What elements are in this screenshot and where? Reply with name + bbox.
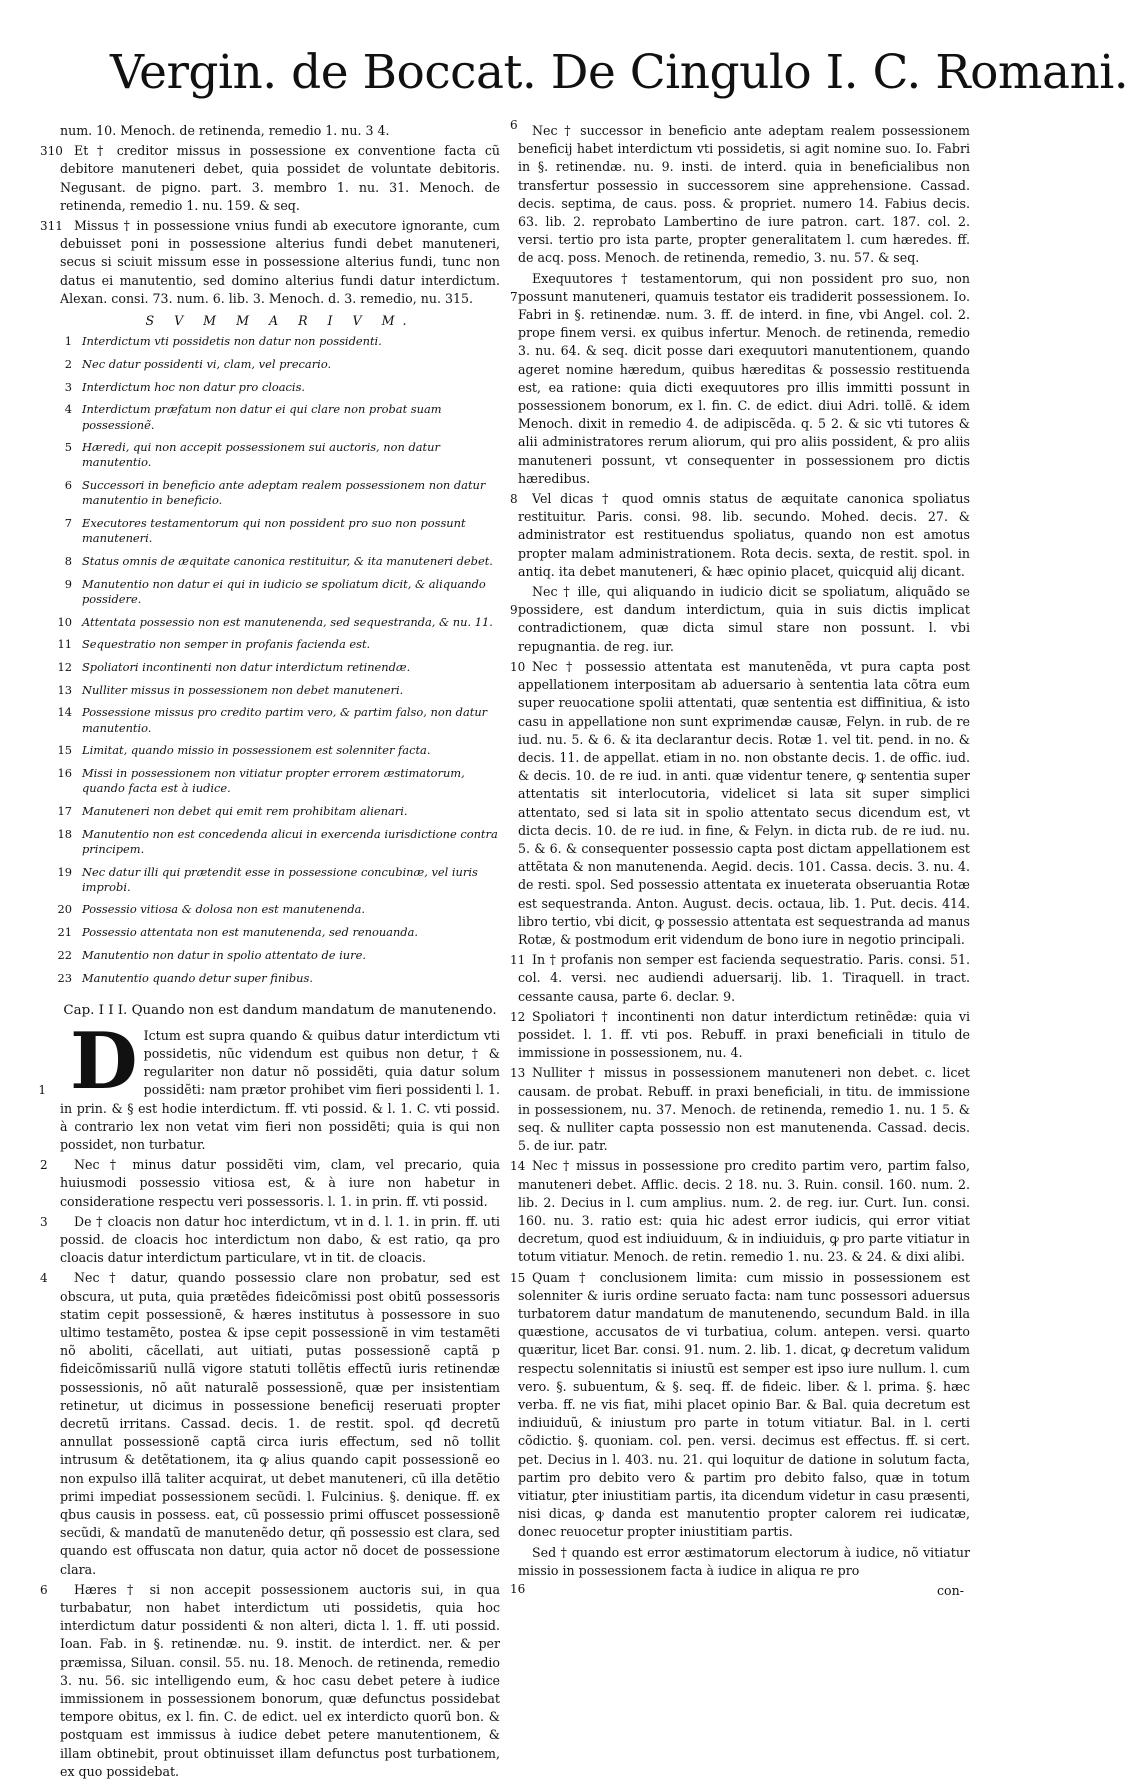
paragraph <box>510 490 970 581</box>
marginal-number: 9 <box>510 603 518 618</box>
summary-text: Hæredi, qui non accepit possessionem sui auctoris, non datur manutentio. <box>82 440 440 470</box>
summary-item <box>57 659 500 675</box>
summary-text: Executores testamentorum qui non possident pro suo non possunt manuteneri. <box>82 516 466 546</box>
summary-text: Manutentio non datur in spolio attentato de iure. <box>82 947 366 962</box>
paragraph-text: Nec † missus in possessione pro credito partim vero, partim falso, manuteneri debet. Afflic. decis. 2 18. nu. 3. Ruin. consil. 160. num. 2. lib. 2. Decius in l. cum amplius. num. 2. de reg. iur. Curt. Iun. consi. 160. nu. 3. ratio est: quia hic adest error iudicis, qui error vitiat decretum, quod est indiuiduum, & in indiuiduis, ꝙ pro parte vitiatur in totum vitiatur. Menoch. de retin. remedio 1. nu. 23. & 24. & dixi alibi. <box>518 1158 970 1265</box>
drop-cap: D <box>70 1015 138 1107</box>
marginal-number: 8 <box>510 492 518 507</box>
summary-number: 4 <box>64 402 72 417</box>
summary-number: 22 <box>57 947 72 962</box>
paragraph <box>510 1157 970 1266</box>
marginal-number: 14 <box>510 1159 526 1174</box>
summary-item <box>57 614 500 630</box>
catchword: con- <box>936 1583 964 1599</box>
summary-text: Spoliatori incontinenti non datur interdictum retinendæ. <box>82 659 411 674</box>
paragraph-text: Vel dicas † quod omnis status de æquitate canonica spoliatus restituitur. Paris. consi. 98. lib. secundo. Mohed. decis. 27. & administrator est restituendus spoliatus, quando non est amotus propter malam administrationem. Rota decis. sexta, de restit. spol. in antiq. ita debet manuteneri, & hæc opinio placet, quicquid alij dicant. <box>518 491 970 579</box>
summary-number: 2 <box>64 356 72 371</box>
summary-item <box>60 402 500 432</box>
summary-item <box>57 902 500 917</box>
marginal-number: 11 <box>510 953 526 968</box>
summary-text: Manuteneri non debet qui emit rem prohibitam alienari. <box>82 803 408 818</box>
paragraph-text: Et † creditor missus in possessione ex conventione facta cũ debitore manuteneri debet, quia possidet de voluntate debitoris. Negusant. de pigno. part. 3. membro 1. nu. 31. Menoch. de retinenda, remedio 1. nu. 159. & seq. <box>60 143 500 213</box>
paragraph <box>40 1269 500 1578</box>
summary-text: Nec datur possidenti vi, clam, vel precario. <box>82 356 332 371</box>
marginal-number: 4 <box>40 1271 48 1286</box>
marginal-number: 6 <box>510 118 518 132</box>
summary-item <box>57 947 500 963</box>
summary-number: 6 <box>64 478 72 493</box>
paragraph <box>40 1213 500 1268</box>
marginal-number: 10 <box>510 659 526 674</box>
summary-number: 12 <box>57 659 72 674</box>
summary-number: 11 <box>57 637 72 652</box>
summary-number: 5 <box>64 440 72 455</box>
paragraph-text: Sed † quando est error æstimatorum electorum à iudice, nõ vitiatur missio in possessionem facta à iudice in aliqua re pro <box>518 1544 970 1578</box>
summary-item <box>60 554 500 569</box>
paragraph <box>38 1015 500 1154</box>
paragraph-text: In † profanis non semper est facienda sequestratio. Paris. consi. 51. col. 4. versi. nec audiendi aduersarij. lib. 1. Tiraquell. in tract. cessante causa, parte 6. declar. 9. <box>518 952 970 1004</box>
paragraph <box>40 1156 500 1211</box>
summary-text: Possessione missus pro credito partim vero, & partim falso, non datur manutentio. <box>82 705 488 735</box>
paragraph <box>40 142 500 215</box>
paragraph <box>40 1581 500 1781</box>
summary-item <box>57 826 500 857</box>
left-column <box>38 122 500 1783</box>
paragraph <box>510 1064 970 1155</box>
summary-number: 17 <box>57 803 72 818</box>
marginal-number: 6 <box>40 1582 48 1597</box>
summary-number: 1 <box>64 334 72 349</box>
marginal-number: 15 <box>510 1270 526 1285</box>
marginal-number: 310 <box>40 144 63 159</box>
summary-item <box>57 682 500 698</box>
marginal-number: 1 <box>38 1082 46 1097</box>
summary-item <box>60 440 500 470</box>
paragraph-text: Spoliatori † incontinenti non datur interdictum retinẽdæ: quia vi possidet. l. 1. ff. vti pos. Rebuff. in praxi beneficiali in titulo de immissione in possessionem, nu. 4. <box>518 1008 970 1061</box>
summary-item <box>57 970 500 986</box>
summary-item <box>57 864 500 895</box>
summary-text: Nec datur illi qui prætendit esse in possessione concubinæ, vel iuris improbi. <box>82 864 478 894</box>
summary-number: 20 <box>57 902 72 917</box>
summary-number: 16 <box>57 766 72 780</box>
summary-item <box>57 925 500 940</box>
paragraph-text: Ictum est supra quando & quibus datur interdictum vti possidetis, nũc videndum est quibus non detur, † & regulariter non datur nõ possidẽti, quia datur solum possidẽti: nam prætor prohibet vim fieri possidenti l. 1. in prin. & § est hodie interdictum. ff. vti possid. & l. 1. C. vti possid. à contrario lex non vetat vim fieri non possidẽti; quia is qui non possidet, non turbatur. <box>60 1027 500 1152</box>
paragraph-text: Nulliter † missus in possessionem manuteneri non debet. c. licet causam. de probat. Rebuff. in praxi beneficiali, in titu. de immissione in possessionem, nu. 37. Menoch. de retinenda, remedio 1. nu. 1 5. & seq. & nulliter capta possessio non est manutenenda. Cassad. decis. 5. de iur. patr. <box>518 1065 970 1154</box>
summary-text: Interdictum hoc non datur pro cloacis. <box>82 379 306 394</box>
paragraph-text: Exequutores † testamentorum, qui non possident pro suo, non possunt manuteneri, quamuis testator eis tradiderit possessionem. Io. Fabri in §. retinendæ. num. 3. ff. de interd. in fine, vbi Angel. col. 2. prope finem versi. ex quibus infertur. Menoch. de retinenda, remedio 3. nu. 64. & seq. dicit posse dari exequutori manutentionem, quando ageret nomine hæredum, quibus hæreditas & possessio restituenda est, ea ratione: quia dicti exequutores pro illis immitti possunt in possessionem bonorum, ex l. fin. C. de edict. diui Adri. tollẽ. & idem Menoch. dixit in remedio 4. de adipiscẽda. q. 5 2. & sic vti tutores & alii administratores rerum aliorum, qui pro aliis possident, & pro aliis manuteneri possunt, vt consequenter in possessionem pro dictis hæredibus. <box>518 270 970 486</box>
marginal-number: 16 <box>510 1581 526 1596</box>
paragraph <box>510 658 970 949</box>
summary-text: Attentata possessio non est manutenenda, sed sequestranda, & nu. 11. <box>82 614 493 629</box>
summary-text: Manutentio quando detur super finibus. <box>82 970 313 985</box>
chapter-title: Cap. I I I. Quando non est dandum mandatum de manutenendo. <box>63 1002 497 1018</box>
paragraph-text: Missus † in possessione vnius fundi ab executore ignorante, cum debuisset poni in possessione alterius fundi debet manuteneri, secus si sciuit missum esse in possessione alterius fundi, tunc non datus ei manutentio, sed domino alterius fundi datur interdictum. Alexan. consi. 73. num. 6. lib. 3. Menoch. d. 3. remedio, nu. 315. <box>60 218 500 306</box>
paragraph-text: Nec † ille, qui aliquando in iudicio dicit se spoliatum, aliquãdo se possidere, est dandum interdictum, quia in suis dictis implicat contradictionem, quæ dicta simul stare non possunt. l. vbi repugnantia. de reg. iur. <box>518 584 970 654</box>
summary-number: 19 <box>57 864 72 879</box>
summary-item <box>57 705 500 735</box>
paragraph <box>510 118 970 268</box>
paragraph-text: Nec † minus datur possidẽti vim, clam, vel precario, quia huiusmodi possessio vitiosa est, & à iure non habetur in consideratione respectu veri possessoris. l. 1. in prin. ff. vti possid. <box>60 1157 500 1209</box>
paragraph-text: Quam † conclusionem limita: cum missio in possessionem est solenniter & iuris ordine seruato facta: nam tunc possessori aduersus turbatorem datur mandatum de manutenendo, secundum Bald. in illa quæstione, accusatos de vi turbatiua, colum. antepen. versi. quarto quæritur, licet Bar. consi. 91. num. 2. lib. 1. dicat, ꝙ decretum validum respectu solennitatis si iniustũ est semper est ipso iure nullum. l. cum vero. §. subuentum, & §. seq. ff. de fideic. liber. & l. prima. §. hæc verba. ff. ne vis fiat, mihi placet opinio Bar. & Bal. quia decretum est indiuiduũ, & iniustum pro parte in totum vitiatur. Bal. in l. certi cõdictio. §. quoniam. col. pen. versi. decimus est effectus. ff. si cert. pet. Decius in l. 403. nu. 21. qui loquitur de datione in solutum facta, partim pro debito vero & partim pro debito falso, quæ in totum vitiatur, ꝑter iniustitiam partis, ita dicendum videtur in casu præsenti, nisi dicas, ꝙ danda est manutentio propter calorem rei iudicatæ, donec reuocetur propter iniustitiam partis. <box>518 1269 970 1540</box>
summary-text: Nulliter missus in possessionem non debet manuteneri. <box>82 682 404 697</box>
summary-number: 3 <box>64 379 72 394</box>
marginal-number: 311 <box>40 219 63 234</box>
paragraph-text: num. 10. Menoch. de retinenda, remedio 1. nu. 3 4. <box>60 123 390 138</box>
paragraph <box>510 1269 970 1542</box>
summary-item <box>57 637 500 652</box>
summary-item <box>60 357 500 372</box>
paragraph <box>510 583 970 656</box>
marginal-number: 7 <box>510 289 518 304</box>
summary-number: 13 <box>57 682 72 697</box>
paragraph <box>510 1008 970 1063</box>
paragraph <box>60 122 500 140</box>
summary-text: Status omnis de æquitate canonica restituitur, & ita manuteneri debet. <box>82 553 493 568</box>
summary-item <box>60 334 500 349</box>
summary-text: Manutentio non datur ei qui in iudicio se spoliatum dicit, & aliquando possidere. <box>82 576 486 606</box>
summary-text: Missi in possessionem non vitiatur propter errorem æstimatorum, quando facta est à iudice. <box>82 766 465 796</box>
summary-number: 7 <box>64 516 72 531</box>
marginal-number: 12 <box>510 1009 526 1024</box>
summary-text: Sequestratio non semper in profanis facienda est. <box>82 637 371 652</box>
marginal-number: 13 <box>510 1066 526 1081</box>
summary-text: Possessio attentata non est manutenenda, sed renouanda. <box>82 925 418 940</box>
right-column <box>510 118 970 1600</box>
summary-number: 23 <box>57 970 72 985</box>
paragraph-text: De † cloacis non datur hoc interdictum, vt in d. l. 1. in prin. ff. uti possid. de cloacis hoc interdictum non dabo, & est ratio, qa pro cloacis datur interdictum particulare, vt in tit. de cloacis. <box>60 1213 500 1266</box>
summary-item <box>60 478 500 508</box>
summary-number: 10 <box>57 614 72 629</box>
summarium-title: S V M M A R I V M. <box>145 313 415 329</box>
summary-number: 8 <box>64 553 72 568</box>
running-header: Vergin. de Boccat. De Cingulo I. C. Romani. <box>110 45 1128 100</box>
summary-item <box>60 577 500 607</box>
paragraph-text: Nec † possessio attentata est manutenẽda, vt pura capta post appellationem interpositam ab aduersario à sententia lata cõtra eum super reuocatione spolii attentati, quæ sententia est diffinitiua, & isto casu in appellatione non sunt exprimendæ causæ, Felyn. in rub. de re iud. nu. 5. & 6. & ita declarantur decis. Rotæ 1. vel tit. pend. in no. & decis. 11. de appellat. etiam in no. non obstante decis. 1. de offic. iud. & decis. 10. de re iud. in anti. quæ videntur tenere, ꝙ sententia super attentatis sit interlocutoria, videlicet si lata sit super simplici attentato, sed si lata sit in spolio attentato secus dicendum est, vt dicta decis. 10. de re iud. in fine, & Felyn. in dicta rub. de re iud. nu. 5. & 6. & consequenter possessio capta post dictam appellationem est attẽtata & non manutenenda. Aegid. decis. 101. Cassa. decis. 3. nu. 4. de resti. spol. Sed possessio attentata ex inueterata obseruantia Rotæ est sequestranda. Anton. August. decis. octaua, lib. 1. Put. decis. 414. libro tertio, vbi dicit, ꝙ possessio attentata est sequestranda ad manus Rotæ, & postmodum erit videndum de bono iure in negotio principali. <box>518 658 970 947</box>
paragraph-text: Nec † successor in beneficio ante adeptam realem possessionem beneficij habet interdictum vti possidetis, si agit nomine suo. Io. Fabri in §. retinendæ. nu. 9. insti. de interd. quia in beneficialibus non transfertur possessio in successorem sine apprehensione. Cassad. decis. septima, de caus. poss. & propriet. numero 14. Fabius decis. 63. lib. 2. reprobato Lambertino de iure patron. cart. 187. col. 2. versi. tertio pro ista parte, propter generalitatem l. cum hæredes. ff. de acq. poss. Menoch. de retinenda, remedio, 3. nu. 57. & seq. <box>518 123 970 266</box>
summary-text: Interdictum vti possidetis non datur non possidenti. <box>82 334 382 349</box>
summary-item <box>57 766 500 796</box>
summary-number: 9 <box>64 576 72 591</box>
paragraph-text: Nec † datur, quando possessio clare non probatur, sed est obscura, ut puta, quia prætẽdes fideicõmissi post obitũ possessoris statim cepit possessionẽ, & hæres institutus à possessore in suo ultimo testamẽto, postea & ipse cepit possessionẽ in vim testamẽti nõ aboliti, cãcellati, aut uitiati, putas possessionẽ captã p fideicõmissariũ nullã vigore statuti tollẽtis effectũ iuris retinendæ possessionis, nõ aũt naturalẽ possessionẽ, quæ per insistentiam retinetur, ut dicimus in possessione beneficij reseruati propter decretũ irritans. Cassad. decis. 1. de restit. spol. qđ decretũ annullat possessionẽ captã circa iuris effectum, sed nõ tollit intrusum & detẽtationem, ita ꝙ alius quando capit possessionẽ eo non expulso illã taliter acquirat, ut debet manuteneri, cũ illa detẽtio primi impediat possessionem secũdi. l. Fulcinius. §. denique. ff. ex qbus causis in possess. eat, cũ possessio primi offuscet possessionẽ secũdi, & mandatũ de manutenẽdo detur, qñ possessio est clara, sed quando est offuscata non datur, quia actor nõ docet de possessione clara. <box>60 1270 500 1577</box>
marginal-number: 2 <box>40 1158 48 1173</box>
paragraph-text: Hæres † si non accepit possessionem auctoris sui, in qua turbabatur, non habet interdictum uti possidetis, quia hoc interdictum datur possidenti & non alteri, dicta l. 1. ff. uti possid. Ioan. Fab. in §. retinendæ. nu. 9. instit. de interdict. ner. & per præmissa, Siluan. consil. 55. nu. 18. Menoch. de retinenda, remedio 3. nu. 56. sic intelligendo eum, & hoc casu debet petere à iudice immissionem in possessionem bonorum, quæ defunctus possidebat tempore obitus, ex l. fin. C. de edict. uel ex interdicto quorũ bon. & postquam est immissus à iudice debet petere manutentionem, & illam obtinebit, prout obtinuisset illam defunctus post turbationem, ex quo possidebat. <box>60 1581 500 1779</box>
paragraph <box>510 951 970 1006</box>
summary-text: Possessio vitiosa & dolosa non est manutenenda. <box>82 902 366 917</box>
summary-number: 21 <box>57 925 72 940</box>
summary-item <box>57 743 500 758</box>
summary-text: Successori in beneficio ante adeptam realem possessionem non datur manutentio in beneficio. <box>82 478 486 508</box>
paragraph <box>40 217 500 308</box>
summary-number: 15 <box>57 743 72 758</box>
marginal-number: 3 <box>40 1214 48 1229</box>
summary-item <box>57 803 500 819</box>
summary-item <box>60 516 500 546</box>
summary-item <box>60 380 500 395</box>
summary-text: Limitat, quando missio in possessionem est solenniter facta. <box>82 743 431 758</box>
paragraph <box>510 270 970 488</box>
summary-number: 18 <box>57 826 72 841</box>
summary-number: 14 <box>57 705 72 720</box>
summary-text: Manutentio non est concedenda alicui in exercenda iurisdictione contra principem. <box>82 826 498 856</box>
summary-text: Interdictum præfatum non datur ei qui clare non probat suam possessionẽ. <box>82 402 442 432</box>
